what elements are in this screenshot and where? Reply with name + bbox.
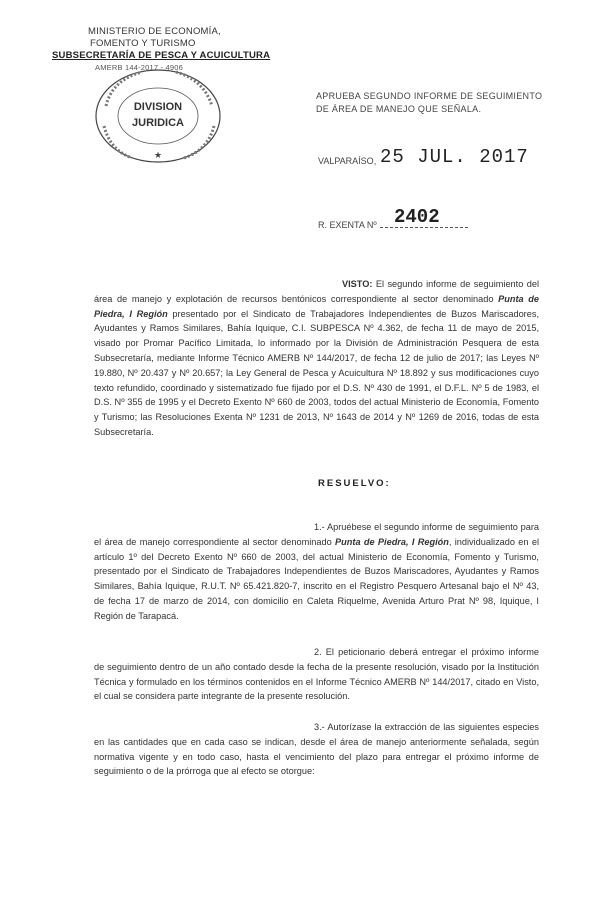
article-3-text: Autorízase la extracción de las siguientes especies en las cantidades que en cada caso se indican, desde el área de manejo anteriormente señalada, según normativa vigente y en todo caso, hasta el vencimiento del plazo para entregar el próximo informe de seguimiento o de la prórroga que al efecto se otorgue: xyxy=(94,722,539,777)
visto-sector: Punta de Piedra, I Región xyxy=(94,293,540,319)
article-3-number: 3.- xyxy=(314,722,325,732)
article-2-text: El peticionario deberá entregar el próximo informe de seguimiento dentro de un año contado desde la fecha de la presente resolución, visado por la Institución Técnica y formulado en los términos contenidos en el Informe Técnico AMERB Nº 144/2017, citado en Visto, el cual se considera parte integrante de la presente resolución. xyxy=(94,647,539,702)
division-juridica-stamp xyxy=(92,66,224,166)
article-3 xyxy=(94,720,539,779)
article-1-sector: Punta de Piedra, I Región xyxy=(335,536,449,547)
article-2-number: 2. xyxy=(314,647,322,657)
stamp-division-text: DIVISION xyxy=(133,101,183,113)
resolution-date: 25 JUL. 2017 xyxy=(380,146,529,168)
svg-text:★: ★ xyxy=(153,150,163,160)
visto-text-2: presentado por el Sindicato de Trabajadores Independientes de Buzos Mariscadores, Ayudantes y Ramos Similares, Bahía Iquique, C.I. SUBPESCA Nº 4.362, de fecha 11 de mayo de 2015, visado por Promar Pacífico Limitada, lo informado por la División de Administración Pesquera de esta Subsecretaría, mediante Informe Técnico AMERB Nº 144/2017, de fecha 12 de julio de 2017; las Leyes Nº 19.880, Nº 20.437 y Nº 20.657; la Ley General de Pesca y Acuicultura Nº 18.892 y sus modificaciones cuyo texto refundido, coordinado y sistematizado fue fijado por el D.S. Nº 430 de 1991, el D.F.L. Nº 5 de 1983, el D.S. Nº 355 de 1995 y el Decreto Exento Nº 660 de 2003, todos del actual Ministerio de Economía, Fomento y Turismo; las Resoluciones Exenta Nº 1231 de 2013, Nº 1643 de 2014 y Nº 1269 de 2016, todas de esta Subsecretaría. xyxy=(94,308,539,437)
visto-label: VISTO: xyxy=(342,279,373,289)
visto-paragraph xyxy=(94,277,539,440)
article-1-number: 1.- xyxy=(314,522,325,532)
ministry-line-2: FOMENTO Y TURISMO xyxy=(90,38,196,49)
exenta-label: R. EXENTA Nº xyxy=(318,220,377,230)
article-1-text-2: , individualizado en el artículo 1º del Decreto Exento Nº 660 de 2003, del actual Ministerio de Economía, Fomento y Turismo, presentado por el Sindicato de Trabajadores Independientes de Buzos Mariscadores, Ayudantes y Ramos Similares, Bahía Iquique, R.U.T. Nº 65.421.820-7, inscrito en el Registro Pesquero Artesanal bajo el Nº 43, de fecha 17 de marzo de 2014, con domicilio en Caleta Riquelme, Avenida Arturo Prat Nº 98, Iquique, I Región de Tarapacá. xyxy=(94,536,539,621)
article-1 xyxy=(94,520,539,624)
exenta-number: 2402 xyxy=(394,206,440,228)
resuelvo-heading: RESUELVO: xyxy=(318,478,391,489)
reference-code: AMERB 144-2017 - 4906 xyxy=(95,63,183,72)
article-2 xyxy=(94,645,539,704)
visto-text-1: El segundo informe de seguimiento del área de manejo y explotación de recursos bentónicos correspondiente al sector denominado xyxy=(94,279,540,304)
article-1-text-1: Apruébese el segundo informe de seguimiento para el área de manejo correspondiente al sector denominado xyxy=(94,522,539,547)
resolution-subject: APRUEBA SEGUNDO INFORME DE SEGUIMIENTO DE ÁREA DE MANEJO QUE SEÑALA. xyxy=(316,91,543,114)
place-label: VALPARAÍSO, xyxy=(318,156,377,166)
ministry-line: MINISTERIO DE ECONOMÍA, xyxy=(88,26,221,37)
subsecretaria-line: SUBSECRETARÍA DE PESCA Y ACUICULTURA xyxy=(52,50,271,61)
stamp-juridica-text: JURIDICA xyxy=(132,117,184,129)
